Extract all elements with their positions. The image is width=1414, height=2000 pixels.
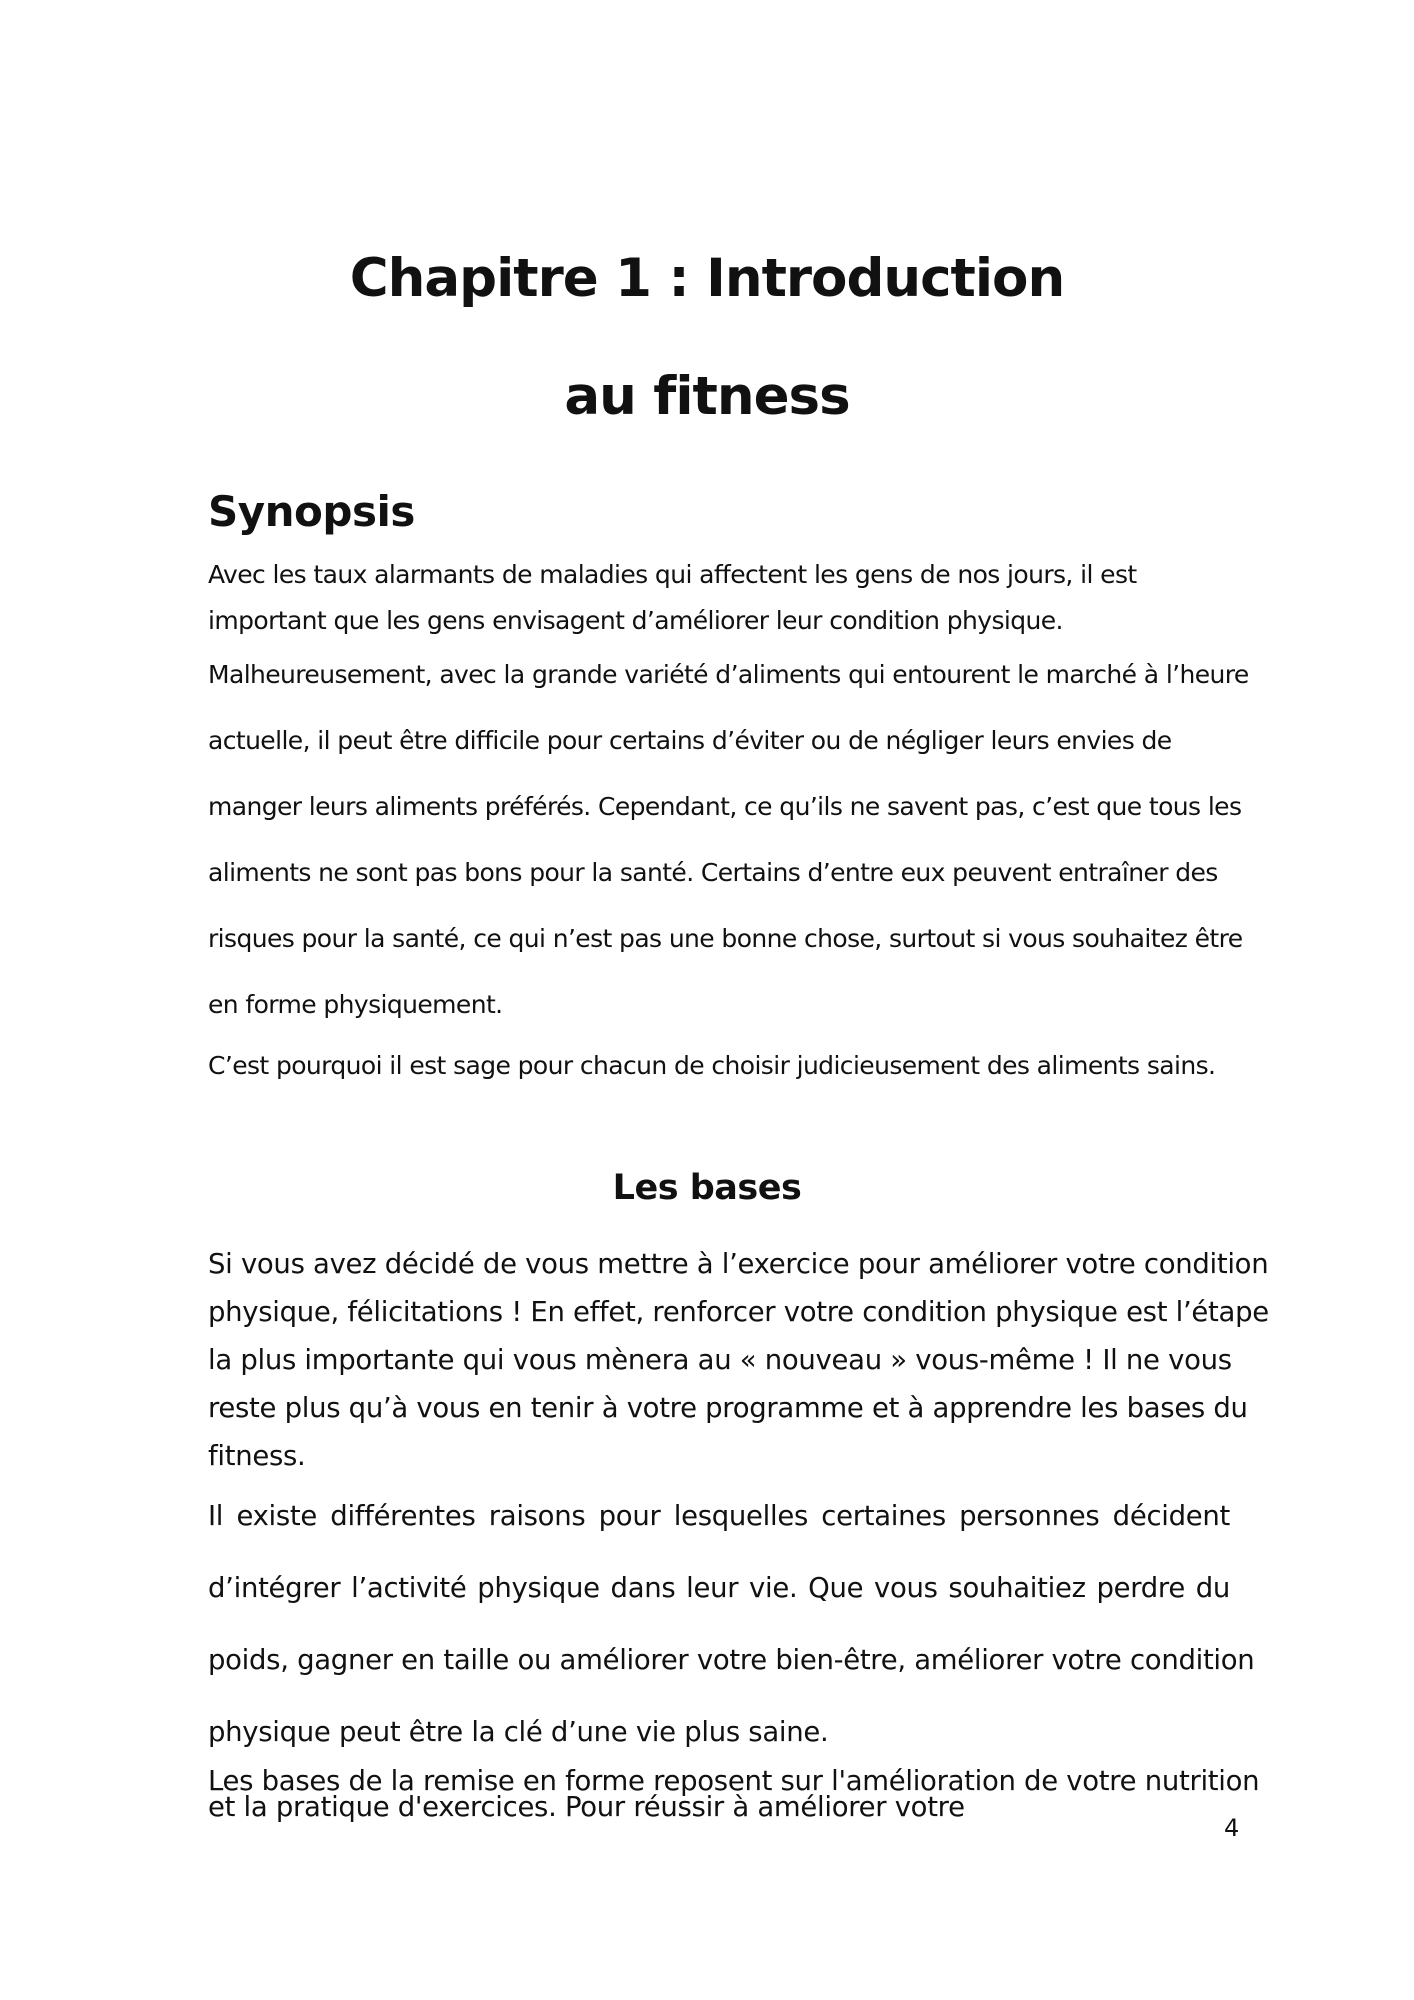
bases-paragraph-2-line: poids, gagner en taille ou améliorer votre bien-être, améliorer votre condition (208, 1644, 1255, 1676)
bases-paragraph-3-line: Les bases de la remise en forme reposent sur l'amélioration de votre nutrition (208, 1765, 1260, 1797)
synopsis-heading: Synopsis (208, 487, 415, 536)
bases-paragraph-1-line: la plus importante qui vous mènera au « nouveau » vous-même ! Il ne vous (208, 1344, 1232, 1376)
bases-paragraph-1-line: fitness. (208, 1440, 306, 1472)
bases-paragraph-2-line: Il existe différentes raisons pour lesquelles certaines personnes décident (208, 1500, 1230, 1532)
synopsis-line: actuelle, il peut être difficile pour certains d’éviter ou de négliger leurs envies de (208, 726, 1172, 755)
bases-heading: Les bases (612, 1168, 802, 1208)
synopsis-line: en forme physiquement. (208, 990, 503, 1019)
chapter-title-line-2: au fitness (564, 366, 850, 427)
bases-paragraph-1-line: physique, félicitations ! En effet, renforcer votre condition physique est l’étape (208, 1296, 1269, 1328)
synopsis-line: Malheureusement, avec la grande variété d’aliments qui entourent le marché à l’heure (208, 660, 1249, 689)
bases-paragraph-1-line: reste plus qu’à vous en tenir à votre programme et à apprendre les bases du (208, 1392, 1248, 1424)
synopsis-line: manger leurs aliments préférés. Cependant, ce qu’ils ne savent pas, c’est que tous les (208, 792, 1242, 821)
bases-paragraph-1-line: Si vous avez décidé de vous mettre à l’exercice pour améliorer votre condition (208, 1248, 1269, 1280)
page-number: 4 (1224, 1814, 1240, 1842)
bases-paragraph-3-line: et la pratique d'exercices. Pour réussir à améliorer votre (208, 1791, 965, 1823)
synopsis-line: risques pour la santé, ce qui n’est pas une bonne chose, surtout si vous souhaitez être (208, 924, 1243, 953)
synopsis-line: important que les gens envisagent d’améliorer leur condition physique. (208, 606, 1063, 635)
bases-paragraph-2-line: d’intégrer l’activité physique dans leur vie. Que vous souhaitiez perdre du (208, 1572, 1230, 1604)
chapter-title-line-1: Chapitre 1 : Introduction (349, 248, 1065, 309)
bases-paragraph-2-line: physique peut être la clé d’une vie plus saine. (208, 1716, 829, 1748)
synopsis-line: Avec les taux alarmants de maladies qui affectent les gens de nos jours, il est (208, 560, 1137, 589)
synopsis-line: C’est pourquoi il est sage pour chacun de choisir judicieusement des aliments sains. (208, 1051, 1216, 1080)
synopsis-line: aliments ne sont pas bons pour la santé. Certains d’entre eux peuvent entraîner des (208, 858, 1218, 887)
